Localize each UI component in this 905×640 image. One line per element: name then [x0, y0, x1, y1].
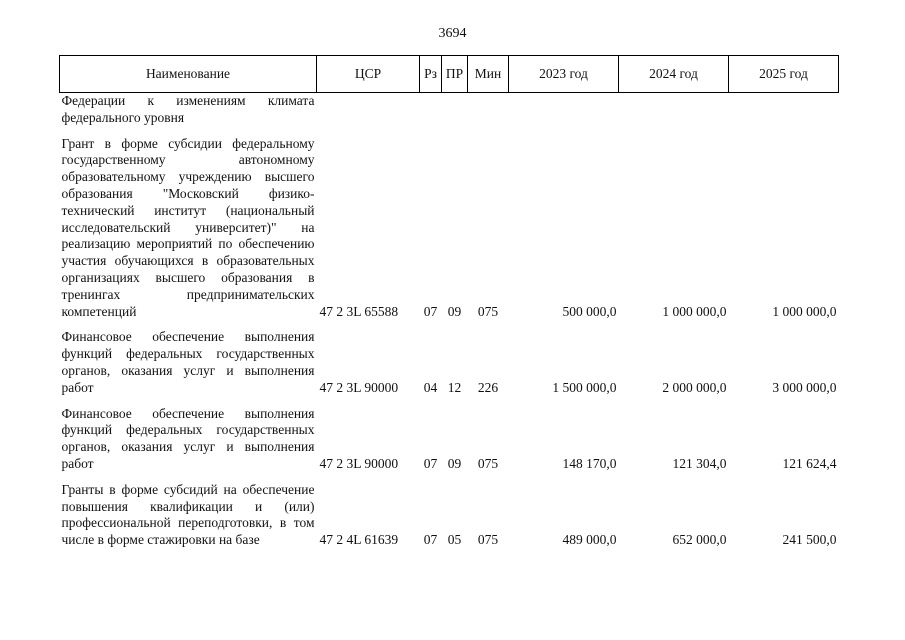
row-pr: 12 — [447, 379, 462, 395]
row-name: Гранты в форме субсидий на обеспечение повышения квалификации и (или) профессиональной переподготовки, в том числе в форме стажировки на базе — [61, 481, 315, 548]
row-2024: 652 000,0 — [672, 532, 727, 548]
row-2023: 489 000,0 — [562, 532, 617, 548]
row-2024: 121 304,0 — [672, 455, 727, 471]
row-2023 — [509, 93, 619, 127]
row-min: 226 — [477, 379, 499, 395]
header-2023: 2023 год — [509, 56, 619, 93]
row-name: Грант в форме субсидии федеральному государственному автономному образовательному учреждению высшего образования "Московский физико-технический институт (национальный исследовательский университет)" на реализацию мероприятий по обеспечению участия обучающихся в образовательных организациях высшего образования в тренингах предпринимательских компетенций — [61, 135, 315, 319]
row-csr — [317, 93, 420, 127]
table-row — [60, 329, 839, 396]
row-2025: 121 624,4 — [782, 455, 837, 471]
row-pr: 05 — [447, 532, 462, 548]
row-min: 075 — [477, 532, 499, 548]
row-2024: 2 000 000,0 — [662, 379, 727, 395]
header-pr: ПР — [442, 56, 468, 93]
row-rz: 07 — [423, 532, 438, 548]
row-2024: 1 000 000,0 — [662, 303, 727, 319]
row-2025: 241 500,0 — [782, 532, 837, 548]
row-pr: 09 — [447, 303, 462, 319]
header-2024: 2024 год — [619, 56, 729, 93]
table-row — [60, 482, 839, 549]
row-2023: 500 000,0 — [562, 303, 617, 319]
row-csr: 47 2 3L 90000 — [319, 455, 399, 471]
header-name: Наименование — [60, 56, 317, 93]
row-rz: 07 — [423, 303, 438, 319]
row-2023: 148 170,0 — [562, 455, 617, 471]
table-row — [60, 406, 839, 473]
header-2025: 2025 год — [729, 56, 839, 93]
row-name: Финансовое обеспечение выполнения функций федеральных государственных органов, оказания услуг и выполнения работ — [61, 405, 315, 471]
table-row — [60, 93, 839, 127]
row-2025: 1 000 000,0 — [772, 303, 837, 319]
page-number: 3694 — [438, 26, 467, 41]
row-2025 — [729, 93, 839, 127]
header-rz: Рз — [420, 56, 442, 93]
table-header-row — [60, 56, 839, 93]
row-2023: 1 500 000,0 — [552, 379, 617, 395]
row-pr: 09 — [447, 455, 462, 471]
row-min: 075 — [477, 455, 499, 471]
row-csr: 47 2 3L 65588 — [319, 303, 399, 319]
row-csr: 47 2 3L 90000 — [319, 379, 399, 395]
row-name: Федерации к изменениям климата федерального уровня — [61, 93, 315, 125]
row-rz: 04 — [423, 379, 438, 395]
header-csr: ЦСР — [317, 56, 420, 93]
row-pr — [442, 93, 468, 127]
header-min: Мин — [468, 56, 509, 93]
row-name: Финансовое обеспечение выполнения функций федеральных государственных органов, оказания услуг и выполнения работ — [61, 329, 315, 395]
row-min: 075 — [477, 303, 499, 319]
row-rz: 07 — [423, 455, 438, 471]
row-rz — [420, 93, 442, 127]
row-2025: 3 000 000,0 — [772, 379, 837, 395]
row-2024 — [619, 93, 729, 127]
row-min — [468, 93, 509, 127]
table-row — [60, 136, 839, 321]
budget-table — [59, 55, 839, 549]
row-csr: 47 2 4L 61639 — [319, 532, 399, 548]
